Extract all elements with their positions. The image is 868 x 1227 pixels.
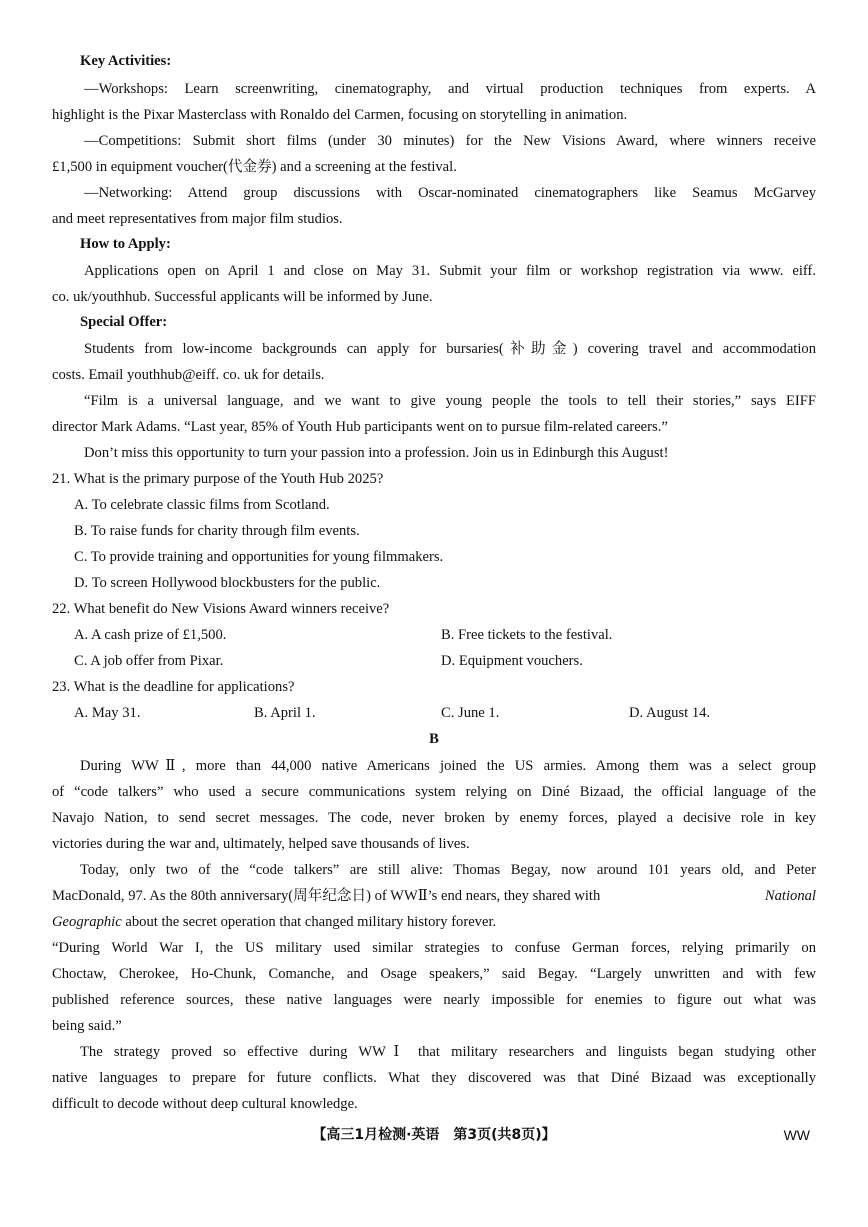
question-21-stem: 21. What is the primary purpose of the Youth Hub 2025? <box>52 471 384 487</box>
page-footer: 【高三1月检测·英语 第3页(共8页)】 <box>312 1127 556 1143</box>
paragraph-line: The strategy proved so effective during WWⅠ that military researchers and linguists began studying other <box>80 1044 816 1060</box>
q22-option-d[interactable]: D. Equipment vouchers. <box>441 653 583 669</box>
how-to-apply-heading: How to Apply: <box>80 236 171 252</box>
special-offer-heading: Special Offer: <box>80 314 168 330</box>
paragraph-line: difficult to decode without deep cultural knowledge. <box>52 1096 358 1112</box>
q21-option-b[interactable]: B. To raise funds for charity through film events. <box>74 523 360 539</box>
paragraph-text: MacDonald, 97. As the 80th anniversary(周年纪念日) of WWⅡ’s end nears, they shared with <box>52 888 601 904</box>
paragraph-line: victories during the war and, ultimately, helped save thousands of lives. <box>52 836 470 852</box>
paragraph-line: During WWⅡ, more than 44,000 native Americans joined the US armies. Among them was a select group <box>80 758 816 774</box>
paragraph-text: about the secret operation that changed military history forever. <box>121 914 497 930</box>
paragraph-line <box>52 887 816 905</box>
question-22-stem: 22. What benefit do New Visions Award winners receive? <box>52 601 390 617</box>
workshops-line: highlight is the Pixar Masterclass with Ronaldo del Carmen, focusing on storytelling in animation. <box>52 107 628 123</box>
publication-name: National <box>764 888 816 904</box>
q21-option-c[interactable]: C. To provide training and opportunities for young filmmakers. <box>74 549 444 565</box>
paragraph-line: Today, only two of the “code talkers” are still alive: Thomas Begay, now around 101 years old, and Peter <box>80 862 816 878</box>
closing-line: Don’t miss this opportunity to turn your passion into a profession. Join us in Edinburgh this August! <box>84 445 669 461</box>
paragraph-line: being said.” <box>52 1018 122 1034</box>
paragraph-line: of “code talkers” who used a secure communications system relying on Diné Bizaad, the official language of the <box>52 784 816 800</box>
paragraph-line: published reference sources, these native languages were nearly impossible for enemies to figure out what was <box>52 992 816 1008</box>
apply-line: Applications open on April 1 and close on May 31. Submit your film or workshop registration via www. eiff. <box>84 263 816 279</box>
q22-option-c[interactable]: C. A job offer from Pixar. <box>74 653 224 669</box>
key-activities-heading: Key Activities: <box>80 53 172 69</box>
q23-option-a[interactable]: A. May 31. <box>74 705 141 721</box>
footer-code: WW <box>783 1127 810 1143</box>
q23-option-d[interactable]: D. August 14. <box>629 705 711 721</box>
quote-line: “Film is a universal language, and we want to give young people the tools to tell their stories,” says EIFF <box>84 393 816 409</box>
apply-line: co. uk/youthhub. Successful applicants will be informed by June. <box>52 289 433 305</box>
question-23-stem: 23. What is the deadline for applications? <box>52 679 295 695</box>
offer-line: costs. Email youthhub@eiff. co. uk for details. <box>52 367 325 383</box>
competitions-line: —Competitions: Submit short films (under 30 minutes) for the New Visions Award, where winners receive <box>84 133 816 149</box>
q22-option-a[interactable]: A. A cash prize of £1,500. <box>74 627 227 643</box>
paragraph-line: native languages to prepare for future conflicts. What they discovered was that Diné Bizaad was exceptionally <box>52 1070 816 1086</box>
q22-option-b[interactable]: B. Free tickets to the festival. <box>441 627 613 643</box>
competitions-line: £1,500 in equipment voucher(代金券) and a screening at the festival. <box>52 159 457 175</box>
passage-b-heading: B <box>429 731 439 747</box>
q23-option-c[interactable]: C. June 1. <box>441 705 500 721</box>
offer-line: Students from low-income backgrounds can apply for bursaries(补助金) covering travel and accommodation <box>84 341 816 357</box>
publication-name: Geographic <box>52 914 122 930</box>
paragraph-line: “During World War I, the US military used similar strategies to confuse German forces, relying primarily on <box>52 940 816 956</box>
q21-option-d[interactable]: D. To screen Hollywood blockbusters for the public. <box>74 575 381 591</box>
paragraph-line: Navajo Nation, to send secret messages. The code, never broken by enemy forces, played a decisive role in key <box>52 810 816 826</box>
paragraph-line: Choctaw, Cherokee, Ho-Chunk, Comanche, and Osage speakers,” said Begay. “Largely unwritten and with few <box>52 966 816 982</box>
paragraph-line <box>52 913 816 931</box>
workshops-line: —Workshops: Learn screenwriting, cinematography, and virtual production techniques from experts. A <box>84 81 816 97</box>
networking-line: and meet representatives from major film studios. <box>52 211 343 227</box>
quote-line: director Mark Adams. “Last year, 85% of Youth Hub participants went on to pursue film-related careers.” <box>52 419 668 435</box>
networking-line: —Networking: Attend group discussions with Oscar-nominated cinematographers like Seamus McGarvey <box>84 185 816 201</box>
q23-option-b[interactable]: B. April 1. <box>254 705 316 721</box>
q21-option-a[interactable]: A. To celebrate classic films from Scotland. <box>74 497 330 513</box>
